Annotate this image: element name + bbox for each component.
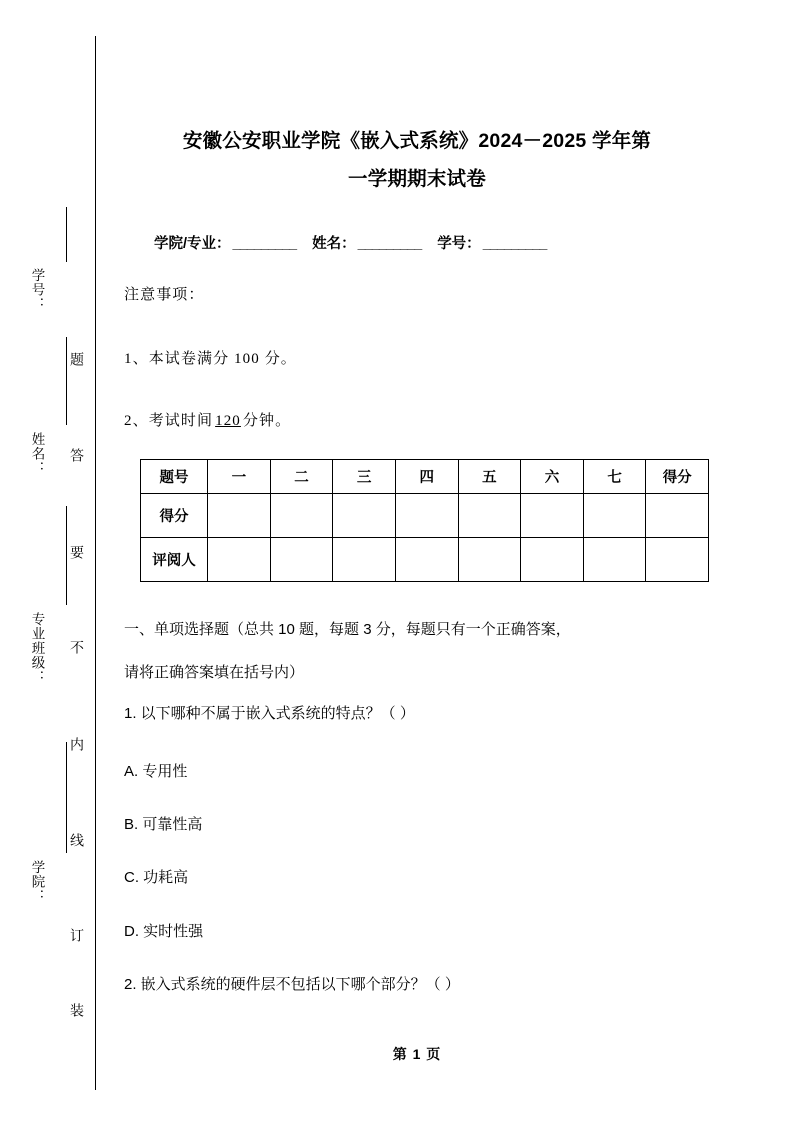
question-2: 2. 嵌入式系统的硬件层不包括以下哪个部分？（ ） (124, 976, 460, 993)
score-cell[interactable] (521, 494, 584, 538)
reviewer-cell[interactable] (458, 538, 521, 582)
exam-title-line-2: 一学期期末试卷 (348, 168, 486, 190)
section-heading-multiple-choice (124, 608, 710, 694)
table-row (141, 538, 709, 582)
score-cell[interactable] (458, 494, 521, 538)
page-title (124, 122, 710, 198)
margin-notice-char-2: 答 (68, 448, 83, 463)
score-row-label: 得分 (141, 494, 208, 538)
student-id-label: 学号： (437, 236, 481, 252)
score-table-header-cell: 三 (333, 460, 396, 494)
reviewer-cell[interactable] (583, 538, 646, 582)
score-table-header-cell: 题号 (141, 460, 208, 494)
section-heading-line-2: 请将正确答案填在括号内） (124, 664, 305, 681)
margin-notice-char-4: 不 (68, 640, 83, 655)
question-1-option-c[interactable]: C. 功耗高 (124, 869, 189, 886)
score-cell[interactable] (583, 494, 646, 538)
notice-item-2 (124, 409, 291, 430)
question-1: 1. 以下哪种不属于嵌入式系统的特点？（ ） (124, 705, 415, 722)
margin-field-class: 专业班级： (29, 612, 45, 685)
reviewer-cell[interactable] (333, 538, 396, 582)
score-cell[interactable] (395, 494, 458, 538)
table-row-header (141, 460, 709, 494)
score-table-header-cell: 一 (208, 460, 271, 494)
binding-margin (0, 0, 96, 1122)
margin-notice-char-1: 题 (68, 352, 83, 367)
page-number-footer: 第 1 页 (392, 1046, 442, 1062)
exam-duration-value: 120 (215, 413, 241, 429)
score-cell[interactable] (333, 494, 396, 538)
table-row (141, 494, 709, 538)
reviewer-cell[interactable] (395, 538, 458, 582)
question-1-option-a[interactable]: A. 专用性 (124, 763, 188, 780)
score-table-header-cell: 得分 (646, 460, 709, 494)
score-table-header-cell: 七 (583, 460, 646, 494)
margin-field-department: 学院： (29, 860, 45, 904)
section-heading-line-1: 一、单项选择题（总共 10 题，每题 3 分，每题只有一个正确答案， (124, 621, 571, 638)
name-label: 姓名： (312, 236, 356, 252)
notice-item-1: 1、本试卷满分 100 分。 (124, 351, 297, 367)
question-1-option-d[interactable]: D. 实时性强 (124, 923, 204, 940)
margin-binding-notice (62, 0, 102, 1122)
margin-field-student-id: 学号： (29, 268, 45, 312)
margin-notice-char-5: 内 (68, 737, 83, 752)
student-info-line (154, 232, 710, 253)
question-1-option-b[interactable]: B. 可靠性高 (124, 816, 203, 833)
reviewer-cell[interactable] (270, 538, 333, 582)
notices-heading: 注意事项： (124, 287, 205, 303)
score-table-header-cell: 四 (395, 460, 458, 494)
score-table-header-cell: 五 (458, 460, 521, 494)
exam-title-line-1: 安徽公安职业学院《嵌入式系统》2024－2025 学年第 (182, 130, 652, 152)
reviewer-row-label: 评阅人 (141, 538, 208, 582)
score-cell[interactable] (208, 494, 271, 538)
margin-student-fields (26, 0, 66, 1122)
score-table-header-cell: 六 (521, 460, 584, 494)
margin-notice-char-8: 装 (68, 1003, 83, 1018)
score-table-header-cell: 二 (270, 460, 333, 494)
student-id-blank-field[interactable]: _________ (482, 236, 547, 252)
score-cell[interactable] (646, 494, 709, 538)
score-table (140, 459, 709, 582)
notice-2-prefix: 2、考试时间 (124, 413, 214, 429)
department-label: 学院/专业： (154, 236, 231, 252)
margin-field-name: 姓名： (29, 432, 45, 476)
exam-paper-body (124, 0, 710, 1122)
reviewer-cell[interactable] (521, 538, 584, 582)
margin-notice-char-3: 要 (68, 545, 83, 560)
name-blank-field[interactable]: _________ (357, 236, 422, 252)
margin-notice-char-6: 线 (68, 833, 83, 848)
notice-2-suffix: 分钟。 (242, 413, 292, 429)
score-cell[interactable] (270, 494, 333, 538)
reviewer-cell[interactable] (646, 538, 709, 582)
department-blank-field[interactable]: _________ (232, 236, 297, 252)
margin-notice-char-7: 订 (68, 928, 83, 943)
reviewer-cell[interactable] (208, 538, 271, 582)
